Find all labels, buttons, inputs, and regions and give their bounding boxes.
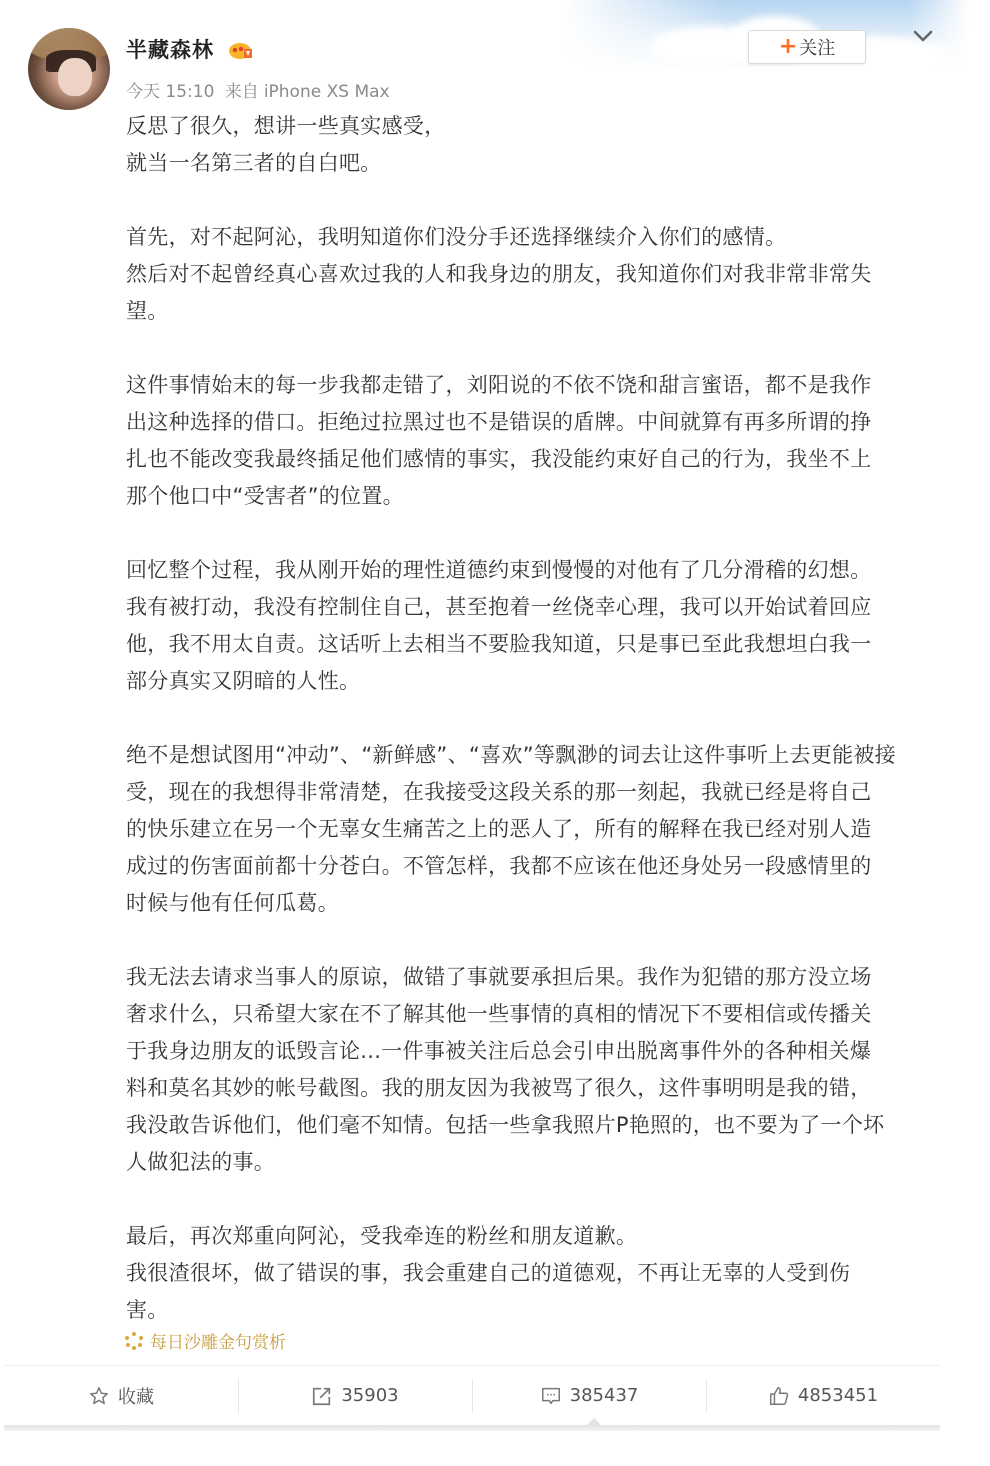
star-icon <box>88 1385 110 1407</box>
divider <box>4 1425 940 1431</box>
favorite-button[interactable] <box>4 1366 238 1425</box>
chevron-down-icon[interactable] <box>912 28 934 44</box>
text-line: 成过的伤害面前都十分苍白。不管怎样，我都不应该在他还身处另一段感情里的 <box>126 854 872 878</box>
text-line: 于我身边朋友的诋毁言论...一件事被关注后总会引申出脱离事件外的各种相关爆 <box>126 1039 872 1063</box>
super-topic-label: 每日沙雕金句赏析 <box>150 1333 286 1353</box>
repost-count: 35903 <box>341 1385 399 1406</box>
post-body <box>126 108 936 1366</box>
text-line: 这件事情始末的每一步我都走错了，刘阳说的不依不饶和甜言蜜语，都不是我作 <box>126 373 872 397</box>
text-line: 我有被打动，我没有控制住自己，甚至抱着一丝侥幸心理，我可以开始试着回应 <box>126 595 872 619</box>
paragraph <box>126 367 936 515</box>
repost-button[interactable] <box>238 1366 472 1425</box>
comment-icon <box>540 1385 562 1407</box>
vip-crown-icon <box>228 40 256 60</box>
text-line: 他，我不用太自责。这话听上去相当不要脸我知道，只是事已至此我想坦白我一 <box>126 632 872 656</box>
text-line: 首先，对不起阿沁，我明知道你们没分手还选择继续介入你们的感情。 <box>126 225 787 249</box>
super-topic-link[interactable] <box>124 1328 286 1353</box>
favorite-label: 收藏 <box>118 1386 154 1408</box>
text-line: 部分真实又阴暗的人性。 <box>126 669 361 693</box>
text-line: 那个他口中“受害者”的位置。 <box>126 484 404 508</box>
text-line: 望。 <box>126 299 169 323</box>
text-line: 就当一名第三者的自白吧。 <box>126 151 382 175</box>
paragraph <box>126 737 936 922</box>
active-tab-caret <box>586 1418 602 1426</box>
paragraph <box>126 219 936 330</box>
post-meta <box>126 77 395 102</box>
thumbs-up-icon <box>768 1385 790 1407</box>
text-line: 最后，再次郑重向阿沁，受我牵连的粉丝和朋友道歉。 <box>126 1224 638 1248</box>
text-line: 回忆整个过程，我从刚开始的理性道德约束到慢慢的对他有了几分滑稽的幻想。 <box>126 558 872 582</box>
follow-label: 关注 <box>799 38 836 59</box>
text-line: 然后对不起曾经真心喜欢过我的人和我身边的朋友，我知道你们对我非常非常失 <box>126 262 872 286</box>
comment-button[interactable] <box>472 1366 706 1425</box>
text-line: 我无法去请求当事人的原谅，做错了事就要承担后果。我作为犯错的那方没立场 <box>126 965 872 989</box>
avatar[interactable] <box>28 28 110 110</box>
text-line: 时候与他有任何瓜葛。 <box>126 891 339 915</box>
comment-count: 385437 <box>569 1385 639 1406</box>
author-name[interactable]: 半藏森林 <box>126 38 214 62</box>
post-time[interactable]: 今天 15:10 <box>126 82 215 102</box>
text-line: 受，现在的我想得非常清楚，在我接受这段关系的那一刻起，我就已经是将自己 <box>126 780 872 804</box>
text-line: 害。 <box>126 1298 169 1322</box>
repost-icon <box>311 1385 333 1407</box>
text-line: 我没敢告诉他们，他们毫不知情。包括一些拿我照片P艳照的，也不要为了一个坏 <box>126 1113 885 1137</box>
text-line: 扎也不能改变我最终插足他们感情的事实，我没能约束好自己的行为，我坐不上 <box>126 447 872 471</box>
follow-button[interactable] <box>748 30 866 64</box>
paragraph <box>126 108 936 182</box>
post-action-bar <box>4 1366 940 1425</box>
text-line: 反思了很久，想讲一些真实感受， <box>126 114 446 138</box>
like-button[interactable] <box>706 1366 940 1425</box>
text-line: 的快乐建立在另一个无辜女生痛苦之上的恶人了，所有的解释在我已经对别人造 <box>126 817 872 841</box>
sparkle-icon <box>124 1331 144 1351</box>
text-line: 出这种选择的借口。拒绝过拉黑过也不是错误的盾牌。中间就算有再多所谓的挣 <box>126 410 872 434</box>
plus-icon: + <box>778 34 798 59</box>
paragraph <box>126 1218 936 1329</box>
paragraph <box>126 959 936 1181</box>
like-count: 4853451 <box>797 1385 879 1406</box>
text-line: 我很渣很坏，做了错误的事，我会重建自己的道德观，不再让无辜的人受到伤 <box>126 1261 851 1285</box>
post-source-prefix: 来自 <box>224 82 259 102</box>
text-line: 料和莫名其妙的帐号截图。我的朋友因为我被骂了很久，这件事明明是我的错， <box>126 1076 872 1100</box>
text-line: 人做犯法的事。 <box>126 1150 276 1174</box>
text-line: 奢求什么，只希望大家在不了解其他一些事情的真相的情况下不要相信或传播关 <box>126 1002 872 1026</box>
paragraph <box>126 552 936 700</box>
text-line: 绝不是想试图用“冲动”、“新鲜感”、“喜欢”等飘渺的词去让这件事听上去更能被接 <box>126 743 896 767</box>
post-device[interactable]: iPhone XS Max <box>263 82 390 102</box>
